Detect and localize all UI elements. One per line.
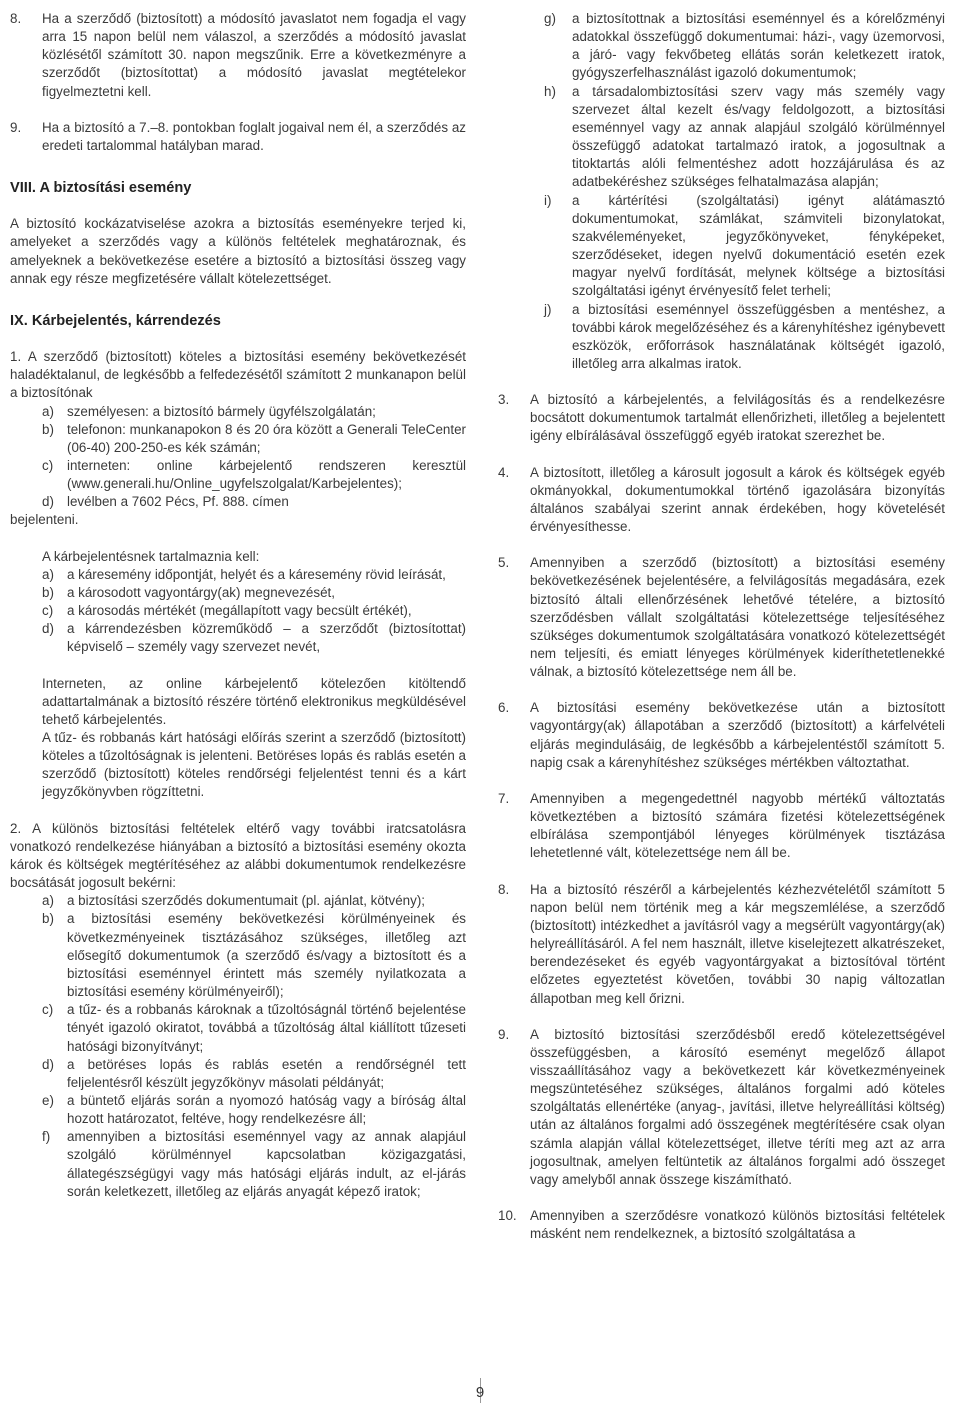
document-list <box>10 892 466 1201</box>
list-item: b) telefonon: munkanapokon 8 és 20 óra között a Generali TeleCenter (06-40) 200-250-es kék számán; <box>42 421 466 455</box>
clause-10: 10. Amennyiben a szerződésre vonatkozó különös biztosítási feltételek másként nem rendelkeznek, a biztosító szolgáltatása a <box>498 1208 945 1242</box>
list-item: e) a büntető eljárás során a nyomozó hatóság vagy a bíróság által hozott határozatot, feltéve, hogy rendelkezésre áll; <box>42 1092 466 1127</box>
section-heading-ix: IX. Kárbejelentés, kárrendezés <box>10 312 221 329</box>
list-item: j) a biztosítási eseménnyel összefüggésben a mentéshez, a további károk megelőzéséhez és a kárenyhítéshez igénybevett eszközök, erőforrások használatának költségét igazoló, illetőleg arra alkalmas iratok. <box>544 301 945 371</box>
fire-claim-text: A tűz- és robbanás kárt hatósági előírás szerint a szerződő (biztosított) köteles a tűzoltóságnak is jelenteni. Betöréses lopás és rablás esetén a szerződő (biztosított) köteles rendőrségi feljelentést tenni és a kárt jegyzőkönyvben rögzíttetni. <box>42 730 466 800</box>
list-item: a) a káresemény időpontját, helyét és a káresemény rövid leírását, <box>42 566 446 582</box>
list-item: a) személyesen: a biztosító bármely ügyfélszolgálatán; <box>42 403 376 419</box>
claim-content-list <box>10 566 466 657</box>
clause-9-right: 9. A biztosító biztosítási szerződésből eredő kötelezettségével összefüggésben, a károsító eseményt megelőző állapot visszaállításához vagy a bekövetkezett kár következményeinek megszüntetéséhez szükséges, általános forgalmi adó köteles szolgáltatás ellenértéke (anyag-, javítási, illetve helyreállítási költség) után az általános forgalmi adó összegének megtérítésére csak olyan számla alapján vállal kötelezettséget, illetve téríti meg azt az arra jogosultnak, amelyen feltüntetik az általános forgalmi adó összeget vagy amelyből annak összege kiszámítható. <box>498 1026 945 1187</box>
page-number: 9 <box>475 1384 485 1401</box>
list-item: b) a károsodott vagyontárgy(ak) megnevezését, <box>42 584 335 600</box>
list-item: d) a betöréses lopás és rablás esetén a rendőrségnél tett feljelentésről készült jegyzőkönyv másolati példányát; <box>42 1056 466 1090</box>
list-item: d) a kárrendezésben közreműködő – a szerződőt (biztosítottat) képviselő – személy vagy szervezet nevét, <box>42 621 466 655</box>
list-item: g) a biztosítottnak a biztosítási eseménnyel és a kórelőzményi adatokkal összefüggő dokumentumai: házi-, vagy üzemorvosi, a járó- vagy fekvőbeteg ellátás során keletkezett iratok, gyógyszerfelhasználást igazoló dokumentumok; <box>544 11 945 81</box>
right-column <box>498 10 945 1243</box>
list-item: i) a kártérítési (szolgáltatási) igényt alátámasztó dokumentumokat, számlákat, számviteli bizonylatokat, szakvéleményeket, jegyzőkönyveket, fényképeket, szerződéseket, idegen nyelvű dokumentáció esetén ezek magyar nyelvű fordítását, melynek költsége a biztosítási szolgáltatási igényt érvényesítő felet terheli; <box>544 192 945 299</box>
clause-number: 8. <box>10 11 22 26</box>
clause-number: 9. <box>10 119 22 135</box>
clause-4: 4. A biztosított, illetőleg a károsult jogosult a károk és költségek egyéb okmányokkal, dokumentumokkal történő igazolására bizonyítás általános szabályai szerint annak érdekében, hogy követelését érvényesíthesse. <box>498 464 945 535</box>
clause-text: Ha a biztosító a 7.–8. pontokban foglalt jogaival nem él, a szerződés az eredeti tartalommal hatályban marad. <box>42 119 466 153</box>
clause-7: 7. Amennyiben a megengedettnél nagyobb mértékű változtatás következtében a biztosító számára fizetési kötelezettségének elbírálása szempontjából lényeges körülmények tisztázása lehetetlenné vált, kötelezettsége nem áll be. <box>498 790 945 861</box>
clause-8-right: 8. Ha a biztosító részéről a kárbejelentés kézhezvételétől számított 5 napon belül nem történik meg a kár megszemlélése, a szerződő (biztosított) intézkedhet a javításról vagy a megsérült vagyontárgy(ak) helyreállításáról. A fel nem használt, illetve kiselejtezett alkatrészeket, berendezéseket és egyéb vagyontárgyakat a biztosítóval történt előzetes egyeztetést követően, további 30 napig változatlan állapotban meg kell őrizni. <box>498 881 945 1006</box>
list-item: c) interneten: online kárbejelentő rendszeren keresztül (www.generali.hu/Online_ugyfelszolgalat/Karbejelentes); <box>42 457 466 492</box>
paragraph-1-end: bejelenteni. <box>10 512 79 528</box>
paragraph-2: 2. A különös biztosítási feltételek eltérő vagy további iratcsatolásra vonatkozó rendelkezése hiányában a biztosító a biztosítási esemény okozta károk és költségek megtérítéséhez az alábbi dokumentumok rendelkezésre bocsátását jogosult bekérni: <box>10 820 466 891</box>
section-heading-viii: VIII. A biztosítási esemény <box>10 180 192 197</box>
clause-text: Ha a szerződő (biztosított) a módosító javaslatot nem fogadja el vagy arra 15 napon belül nem válaszol, a szerződés a módosító javaslat közlésétől számított 30. napon megszűnik. Erre a következményre a szerződőt (biztosítottat) a módosító javaslat megtételekor figyelmeztetni kell. <box>42 11 466 99</box>
internet-claim-text: Interneten, az online kárbejelentő kötelezően kitöltendő adattartalmának a biztosító részére történő elektronikus megküldésével tehető kárbejelentés. <box>42 675 466 727</box>
clause-8 <box>10 10 466 101</box>
paragraph-1: 1. A szerződő (biztosított) köteles a biztosítási esemény bekövetkezését haladéktalanul, de legkésőbb a felfedezésétől számított 2 munkanapon belül a biztosítónak <box>10 349 466 401</box>
clause-3: 3. A biztosító a kárbejelentés, a felvilágosítás és a rendelkezésre bocsátott dokumentumok tartalmát ellenőrizheti, illetőleg a bejelentett igény elbírálásával összefüggő egyéb iratokat szerezhet be. <box>498 392 945 444</box>
notification-channel-list <box>10 403 466 512</box>
section-viii-text: A biztosító kockázatviselése azokra a biztosítás eseményekre terjed ki, amelyeket a szerződés vagy a különös feltételek meghatároznak, és amelyeknek a bekövetkezése esetére a biztosító a biztosítási összeg vagy annak egy része megfizetésére vállalt kötelezettséget. <box>10 216 466 286</box>
list-item: c) a károsodás mértékét (megállapított vagy becsült értékét), <box>42 603 412 619</box>
left-column <box>10 10 466 1201</box>
claim-content-intro: A kárbejelentésnek tartalmaznia kell: <box>42 548 260 564</box>
list-item: b) a biztosítási esemény bekövetkezési körülményeinek és következményeinek tisztázásához szükséges, illetőleg azt elősegítő dokumentumok (a szerződő és/vagy a biztosított és a biztosítási eseménnyel érintett más személy nyilatkozata a biztosítási esemény körülményeiről); <box>42 911 466 1000</box>
list-item: h) a társadalombiztosítási szerv vagy más személy vagy szervezet által kezelt és/vagy feldolgozott, a biztosítási eseménnyel vagy az annak alapjául szolgáló körülménnyel összefüggő adatokat tartalmazó iratok, a jogosultnak a titoktartás alóli felmentéshez adott hozzájárulása és az adatbekéréshez szükséges felhatalmazása alapján; <box>544 83 945 190</box>
list-item: f) amennyiben a biztosítási eseménnyel vagy az annak alapjául szolgáló körülménnyel kapcsolatban közigazgatási, állategészségügyi vagy más hatósági eljárás indult, az el-járás során keletkezett, illetőleg az eljárás anyagát képező iratok; <box>42 1129 466 1199</box>
clause-9 <box>10 119 466 155</box>
clause-6: 6. A biztosítási esemény bekövetkezése után a biztosított vagyontárgy(ak) állapotában a szerződő (biztosított) a kárfelvételi eljárás megindulásáig, de legkésőbb a kárbejelentéstől számított 5. napig csak a kárenyhítéshez szükséges mértékben változtathat. <box>498 700 945 770</box>
document-list-continued <box>498 10 945 373</box>
clause-5: 5. Amennyiben a szerződő (biztosított) a biztosítási esemény bekövetkezésének bejelentésére, a felvilágosítás megadására, ezek biztosító általi ellenőrzésének lehetővé tételére, a biztosító szerződésben vállalt szolgáltatási kötelezettsége teljesítéséhez szükséges dokumentumok szolgáltatására vonatkozó kötelezettségét nem teljesíti, és emiatt lényeges körülmények kideríthetetlenekké válnak, a biztosító kötelezettsége nem áll be. <box>498 555 945 680</box>
list-item: c) a tűz- és a robbanás károknak a tűzoltóságnál történő bejelentése tényét igazoló okiratot, továbbá a tűzoltóság által kiállított tűzeseti hatósági bizonyítványt; <box>42 1002 466 1054</box>
list-item: a) a biztosítási szerződés dokumentumait (pl. ajánlat, kötvény); <box>42 893 425 909</box>
list-item: d) levélben a 7602 Pécs, Pf. 888. címen <box>42 494 289 510</box>
